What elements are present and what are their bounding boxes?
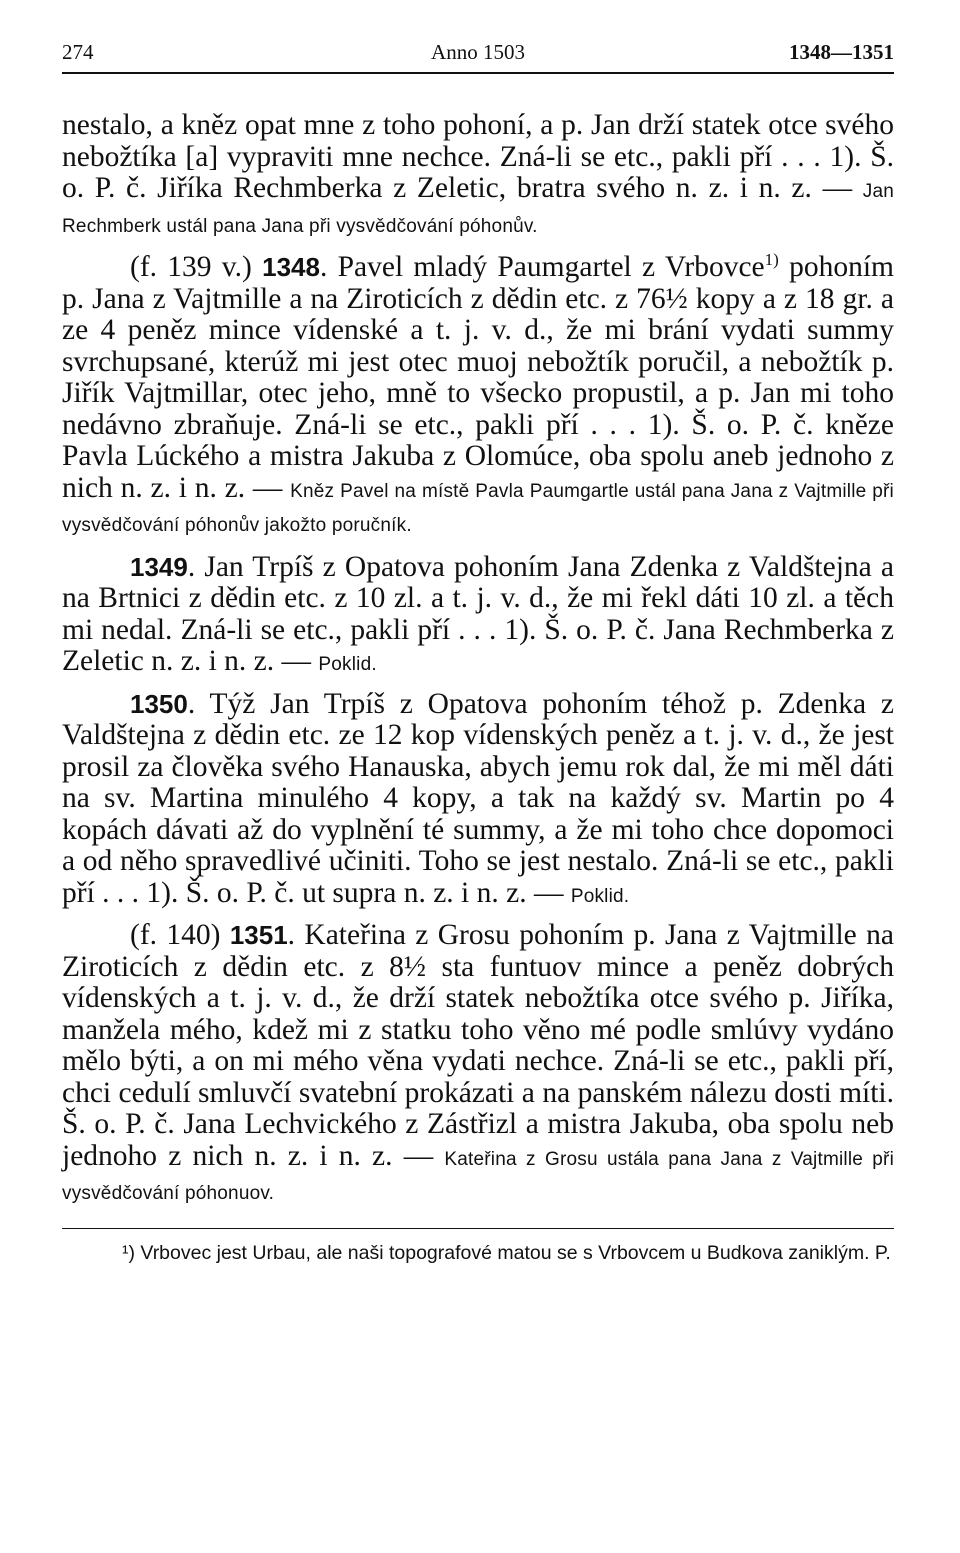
editor-note: Poklid. bbox=[318, 654, 377, 675]
folio-reference: (f. 140) bbox=[130, 919, 230, 951]
header-title: Anno 1503 bbox=[431, 40, 525, 64]
entry-1349 bbox=[62, 552, 894, 681]
footnote-divider bbox=[62, 1228, 894, 1229]
footnote: ¹) Vrbovec jest Urbau, ale naši topografové matou se s Vrbovcem u Budkova zaniklým. P. bbox=[122, 1241, 891, 1264]
entry-text: . Týž Jan Trpíš z Opatova pohoním téhož p. Zdenka z Valdštejna z dědin etc. ze 12 kop vídenských peněz a t. j. v. d., že jest prosil za člověka svého Hanauska, abych jemu rok dal, že mi měl dáti na sv. Martina minulého 4 kopy, a tak na každý sv. Martin po 4 kopách dávati až do vyplnění té summy, a že mi toho chce dopomoci a od něho spravedlivé učiniti. Toho se jest nestalo. Zná-li se etc., pakli pří . . . 1). Š. o. P. č. ut supra n. z. i n. z. — bbox=[62, 687, 894, 909]
folio-reference: (f. 139 v.) bbox=[130, 251, 263, 283]
page-number: 274 bbox=[62, 40, 94, 64]
paragraph-text: nestalo, a kněz opat mne z toho pohoní, a p. Jan drží statek otce svého nebožtíka [a] vypraviti mne nechce. Zná-li se etc., pakli pří . . . 1). Š. o. P. č. Jiříka Rechmberka z Zeletic, bratra svého n. z. i n. z. — bbox=[62, 109, 894, 204]
entry-text: . Jan Trpíš z Opatova pohoním Jana Zdenka z Valdštejna a na Brtnici z dědin etc. z 10 zl. a t. j. v. d., že mi řekl dáti 10 zl. a těch mi nedal. Zná-li se etc., pakli pří . . . 1). Š. o. P. č. Jana Rechmberka z Zeletic n. z. i n. z. — bbox=[62, 550, 894, 677]
entry-text: . Kateřina z Grosu pohoním p. Jana z Vajtmille na Ziroticích z dědin etc. z 8½ sta funtuov mince a peněz dobrých vídenských a t. j. v. d., že drží statek nebožtíka otce svého p. Jiříka, manžela mého, kdež mi z statku toho věno mé podle smlúvy vydáno mělo býti, a on mi mého věna vydati nechce. Zná-li se etc., pakli pří, chci cedulí smluvčí svatební prokázati a na panském nálezu dosti míti. Š. o. P. č. Jana Lechvického z Zástřizl a mistra Jakuba, oba spolu neb jednoho z nich n. z. i n. z. — bbox=[62, 919, 894, 1172]
entry-number: 1349 bbox=[130, 551, 188, 582]
paragraph-continuation bbox=[62, 110, 894, 242]
entry-number: 1348 bbox=[262, 252, 320, 282]
editor-note: Kateřina z Grosu ustála pana Jana z Vajtmille při vysvědčování póhonuov. bbox=[62, 1148, 894, 1204]
entry-text: pohoním p. Jana z Vajtmille a na Ziroticích z dědin etc. z 76½ kopy a z 18 gr. a ze 4 peněz mince vídenské a t. j. v. d., že mi brání vydati summy svrchupsané, kterúž mi jest otec muoj nebožtík poručil, a nebožtík p. Jiřík Vajtmillar, otec jeho, mně to všecko propustil, a p. Jan mi toho nedávno zbraňuje. Zná-li se etc., pakli pří . . . 1). Š. o. P. č. kněze Pavla Lúckého a mistra Jakuba z Olomúce, oba spolu aneb jednoho z nich n. z. i n. z. — bbox=[62, 251, 894, 504]
entry-text: . Pavel mladý Paumgartel z Vrbovce bbox=[319, 251, 765, 283]
running-header bbox=[62, 34, 894, 74]
editor-note: Jan Rechmberk ustál pana Jana při vysvědčování póhonův. bbox=[62, 181, 894, 237]
entry-range: 1348—1351 bbox=[789, 40, 894, 64]
editor-note: Poklid. bbox=[570, 885, 630, 907]
entry-number: 1351 bbox=[229, 920, 288, 950]
footnote-marker: 1) bbox=[764, 250, 779, 270]
entry-1348 bbox=[62, 252, 894, 542]
page bbox=[62, 34, 894, 1268]
entry-1350 bbox=[62, 689, 894, 913]
editor-note: Kněz Pavel na místě Pavla Paumgartle ustál pana Jana z Vajtmille při vysvědčování póhonův jakožto poručník. bbox=[62, 480, 894, 536]
entry-1351 bbox=[62, 920, 894, 1210]
main-text bbox=[62, 110, 894, 1210]
entry-number: 1350 bbox=[130, 688, 188, 719]
